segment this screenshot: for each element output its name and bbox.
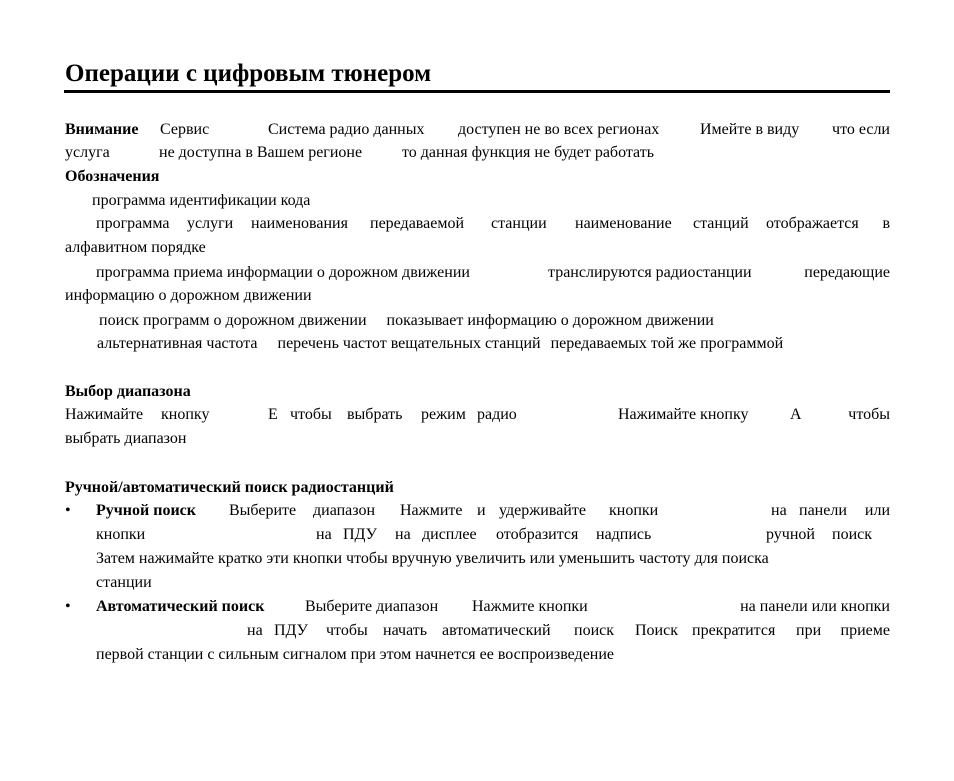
word: выбрать <box>347 406 403 423</box>
attention-text: Имейте в виду <box>700 121 800 138</box>
auto-search-label: Автоматический поиск <box>96 598 265 615</box>
word: в <box>882 215 890 232</box>
word: E <box>268 406 278 423</box>
text-segment: транслируются радиостанции <box>548 264 752 281</box>
word: режим <box>421 406 466 423</box>
text-segment: поиск программ о дорожном движении <box>99 312 367 329</box>
designation-tp-line-1 <box>96 263 890 283</box>
text-segment: на панели или кнопки <box>740 598 890 615</box>
word: или <box>864 502 890 519</box>
attention-label: Внимание <box>65 121 139 138</box>
word: и <box>477 502 486 519</box>
word: Нажмите <box>400 502 463 519</box>
word: на <box>247 622 263 639</box>
attention-text: услуга <box>65 144 110 161</box>
attention-text: что если <box>832 121 890 138</box>
manual-line-4: станции <box>96 574 152 591</box>
manual-search-label: Ручной поиск <box>96 502 196 519</box>
word: наименования <box>251 215 348 232</box>
designation-af-line <box>97 334 783 354</box>
text-segment: Выберите диапазон <box>305 598 439 615</box>
word: программа <box>96 215 170 232</box>
attention-text: Система радио данных <box>268 121 425 138</box>
designation-ta-line <box>99 311 714 331</box>
word: кнопку <box>161 406 210 423</box>
word: дисплее <box>422 526 477 543</box>
bullet-icon: • <box>65 502 71 519</box>
word: A <box>790 406 802 423</box>
word: автоматический <box>442 622 551 639</box>
word: отображается <box>766 215 859 232</box>
word: панели <box>799 502 847 519</box>
word: Выберите <box>229 502 297 519</box>
word: при <box>796 622 822 639</box>
word: на <box>316 526 332 543</box>
word: передаваемой <box>370 215 465 232</box>
word: поиск <box>574 622 614 639</box>
text-segment: перечень частот вещательных станций <box>277 335 541 352</box>
text-segment: Нажмите кнопки <box>472 598 588 615</box>
word: станций <box>693 215 749 232</box>
designation-pi: программа идентификации кода <box>92 192 311 209</box>
word: услуги <box>187 215 234 232</box>
auto-line-2 <box>96 621 890 641</box>
word: на <box>395 526 411 543</box>
word: Поиск <box>635 622 678 639</box>
auto-line-3: первой станции с сильным сигналом при этом начнется ее воспроизведение <box>96 646 615 663</box>
bullet-icon: • <box>65 598 71 615</box>
designation-ps-line-1 <box>96 214 890 234</box>
band-heading: Выбор диапазона <box>65 383 191 400</box>
word: чтобы <box>290 406 332 423</box>
word: Нажимайте <box>65 406 144 423</box>
word: диапазон <box>313 502 376 519</box>
text-segment: показывает информацию о дорожном движении <box>386 312 714 329</box>
text-segment: альтернативная частота <box>97 335 258 352</box>
manual-line-1 <box>96 501 890 521</box>
word: ПДУ <box>343 526 377 543</box>
manual-line-3: Затем нажимайте кратко эти кнопки чтобы вручную увеличить или уменьшить частоту для поиска <box>96 550 769 567</box>
text-segment: программа приема информации о дорожном движении <box>96 264 470 281</box>
auto-line-1 <box>96 597 890 617</box>
attention-text: Сервис <box>160 121 210 138</box>
word: наименование <box>575 215 672 232</box>
word: надпись <box>596 526 652 543</box>
band-line-1 <box>65 405 890 425</box>
attention-text: доступен не во всех регионах <box>458 121 660 138</box>
band-line-2: выбрать диапазон <box>65 430 187 447</box>
word: удерживайте <box>499 502 586 519</box>
word: чтобы <box>848 406 890 423</box>
manual-line-2 <box>96 525 890 545</box>
word: кнопки <box>96 526 146 543</box>
attention-line-1 <box>65 120 890 140</box>
word: прекратится <box>692 622 776 639</box>
word: отобразится <box>496 526 579 543</box>
word: кнопки <box>609 502 659 519</box>
word: на <box>771 502 787 519</box>
designation-ps-line-2: алфавитном порядке <box>65 239 206 256</box>
page-title: Операции с цифровым тюнером <box>65 60 432 87</box>
word: приеме <box>840 622 890 639</box>
word: поиск <box>832 526 872 543</box>
word: радио <box>477 406 517 423</box>
designation-tp-line-2: информацию о дорожном движении <box>65 287 312 304</box>
search-heading: Ручной/автоматический поиск радиостанций <box>65 479 394 496</box>
attention-text: то данная функция не будет работать <box>402 144 655 161</box>
word: начать <box>383 622 428 639</box>
text-segment: передаваемых той же программой <box>550 335 784 352</box>
title-underline <box>64 90 890 93</box>
word: ручной <box>766 526 815 543</box>
attention-text: не доступна в Вашем регионе <box>159 144 363 161</box>
word: чтобы <box>326 622 368 639</box>
word: Нажимайте кнопку <box>618 406 749 423</box>
attention-line-2 <box>65 143 890 163</box>
word: станции <box>491 215 547 232</box>
text-segment: передающие <box>804 264 890 281</box>
word: ПДУ <box>274 622 308 639</box>
designations-heading: Обозначения <box>65 168 160 185</box>
